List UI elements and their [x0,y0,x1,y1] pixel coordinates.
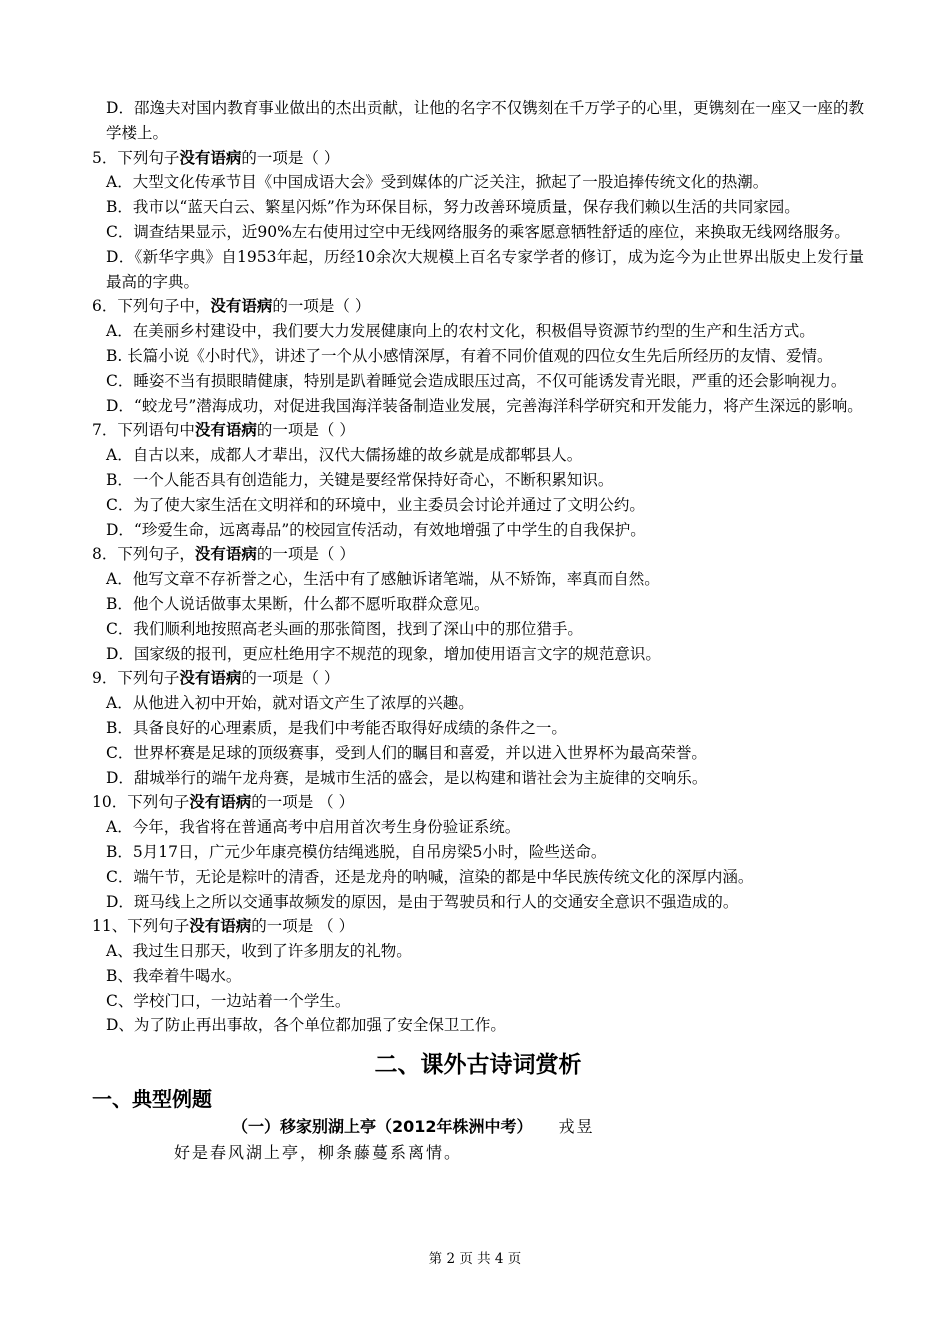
question-stem [92,790,864,815]
answer-option: C．睡姿不当有损眼睛健康，特别是趴着睡觉会造成眼压过高，不仅可能诱发青光眼，严重的还会影响视力。 [106,371,847,390]
question-keyword: 没有语病 [189,792,252,812]
question-keyword: 没有语病 [179,668,242,688]
question-prefix: 8．下列句子， [92,545,195,564]
page-footer: 第 2 页 共 4 页 [428,1251,522,1267]
answer-option: B．5月17日，广元少年康亮模仿结绳逃脱，自吊房梁5小时，险些送命。 [106,842,607,861]
answer-option: A．今年，我省将在普通高考中启用首次考生身份验证系统。 [106,818,521,837]
answer-option: D．斑马线上之所以交通事故频发的原因，是由于驾驶员和行人的交通安全意识不强造成的。 [106,892,739,911]
question-prefix: 10．下列句子 [92,793,190,812]
answer-option: A．大型文化传承节目《中国成语大会》受到媒体的广泛关注，掀起了一股追捧传统文化的热潮。 [106,173,769,192]
question-prefix: 5．下列句子 [92,148,180,167]
subsection-title: 一、典型例题 [92,1087,212,1112]
answer-option: C．端午节，无论是粽叶的清香，还是龙舟的呐喊，渲染的都是中华民族传统文化的深厚内涵。 [106,867,754,886]
answer-option: B. 长篇小说《小时代》，讲述了一个从小感情深厚，有着不同价值观的四位女生先后所经历的友情、爱情。 [106,346,833,365]
answer-option: D．国家级的报刊，更应杜绝用字不规范的现象，增加使用语言文字的规范意识。 [106,644,661,663]
question-keyword: 没有语病 [189,916,252,936]
question-suffix: 的一项是（ ） [241,148,340,167]
answer-option: A．他写文章不存祈誉之心，生活中有了感触诉诸笔端，从不矫饰，率真而自然。 [106,570,660,589]
question-suffix: 的一项是（ ） [241,669,340,688]
answer-option: B．具备良好的心理素质，是我们中考能否取得好成绩的条件之一。 [106,718,567,737]
question-suffix: 的一项是 （ ） [251,793,355,812]
question-prefix: 7．下列语句中 [92,421,195,440]
poem-title [92,1114,864,1140]
question-suffix: 的一项是（ ） [256,545,355,564]
answer-option: C．调查结果显示，近90%左右使用过空中无线网络服务的乘客愿意牺牲舒适的座位，来换取无线网络服务。 [106,222,850,241]
question-keyword: 没有语病 [179,147,242,167]
answer-option: D．《新华字典》自1953年起，历经10余次大规模上百名专家学者的修订，成为迄今为止世界出版史上发行量最高的字典。 [106,247,864,291]
document-content [92,96,864,1166]
answer-option: A．自古以来，成都人才辈出，汉代大儒扬雄的故乡就是成都郫县人。 [106,446,583,465]
answer-option: A、我过生日那天，收到了许多朋友的礼物。 [106,942,412,961]
answer-option: D．“蛟龙号”潜海成功，对促进我国海洋装备制造业发展，完善海洋科学研究和开发能力，将产生深远的影响。 [106,396,863,415]
question-suffix: 的一项是（ ） [256,421,355,440]
poem-line: 好是春风湖上亭，柳条藤蔓系离情。 [174,1143,463,1163]
answer-option: B．我市以“蓝天白云、繁星闪烁”作为环保目标，努力改善环境质量，保存我们赖以生活的共同家园。 [106,198,800,217]
question-keyword: 没有语病 [210,296,273,316]
question-stem [92,146,864,171]
answer-option: D．甜城举行的端午龙舟赛，是城市生活的盛会，是以构建和谐社会为主旋律的交响乐。 [106,768,708,787]
answer-option: C．我们顺利地按照高老头画的那张简图，找到了深山中的那位猎手。 [106,619,583,638]
answer-option: B．一个人能否具有创造能力，关键是要经常保持好奇心，不断积累知识。 [106,470,614,489]
question-stem [92,542,864,567]
answer-option: C．为了使大家生活在文明祥和的环境中，业主委员会讨论并通过了文明公约。 [106,495,645,514]
section-title: 二、课外古诗词赏析 [374,1052,582,1079]
question-4-option-d: D．邵逸夫对国内教育事业做出的杰出贡献，让他的名字不仅镌刻在千万学子的心里，更镌刻在一座又一座的教学楼上。 [106,99,864,142]
question-prefix: 11、下列句子 [92,917,190,936]
answer-option: C．世界杯赛是足球的顶级赛事，受到人们的瞩目和喜爱，并以进入世界杯为最高荣誉。 [106,743,707,762]
question-prefix: 9．下列句子 [92,669,180,688]
answer-option: D、为了防止再出事故，各个单位都加强了安全保卫工作。 [106,1016,506,1035]
question-suffix: 的一项是 （ ） [251,917,355,936]
question-keyword: 没有语病 [194,544,257,564]
question-stem [92,666,864,691]
answer-option: C、学校门口，一边站着一个学生。 [106,991,351,1010]
answer-option: B、我牵着牛喝水。 [106,966,242,985]
poem-title-text: （一）移家别湖上亭（2012年株洲中考） [232,1117,533,1137]
question-keyword: 没有语病 [194,420,257,440]
answer-option: D．“珍爱生命，远离毒品”的校园宣传活动，有效地增强了中学生的自我保护。 [106,520,646,539]
question-prefix: 6．下列句子中， [92,297,211,316]
question-stem [92,418,864,443]
question-suffix: 的一项是（ ） [272,297,371,316]
answer-option: A．从他进入初中开始，就对语文产生了浓厚的兴趣。 [106,694,474,713]
question-stem [92,914,864,939]
question-stem [92,294,864,319]
answer-option: A．在美丽乡村建设中，我们要大力发展健康向上的农村文化，积极倡导资源节约型的生产和生活方式。 [106,322,815,341]
question-list [92,146,864,1039]
answer-option: B．他个人说话做事太果断，什么都不愿听取群众意见。 [106,594,490,613]
poem-author: 戎昱 [558,1117,595,1137]
